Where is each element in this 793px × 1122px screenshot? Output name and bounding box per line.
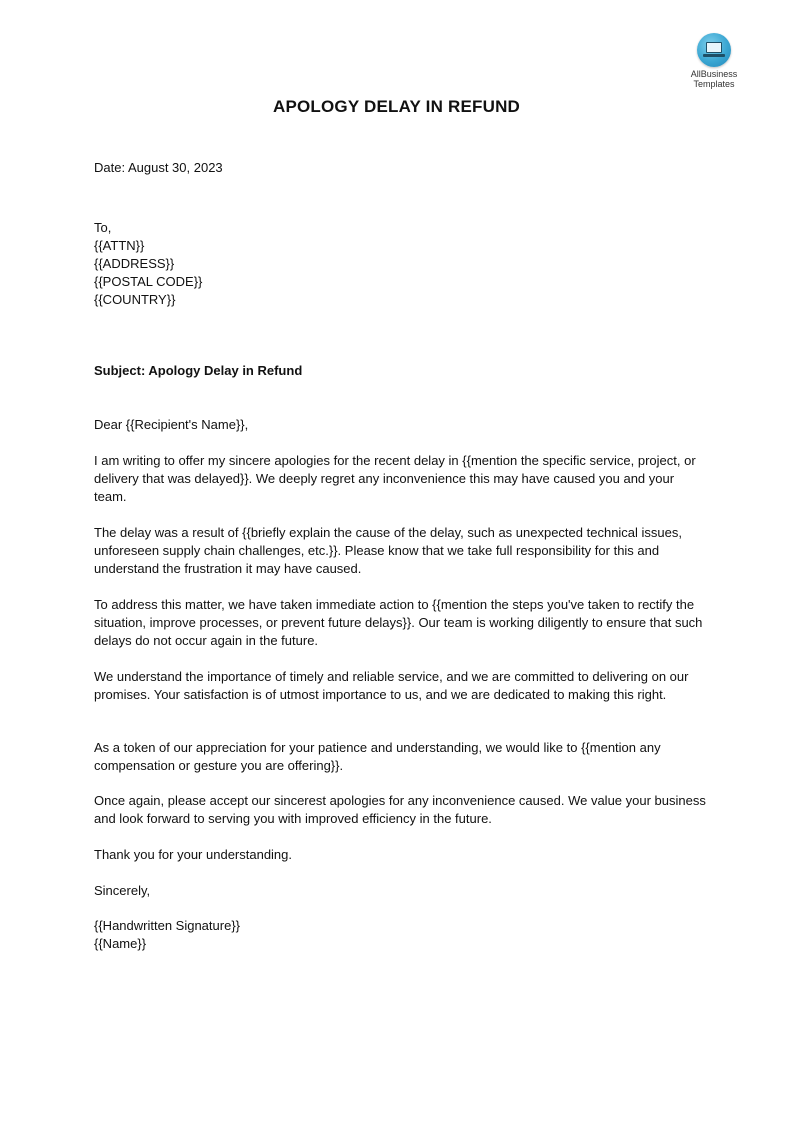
- document-title: APOLOGY DELAY IN REFUND: [272, 97, 521, 116]
- letter-subject: Subject: Apology Delay in Refund: [94, 363, 303, 378]
- logo-text-line1: AllBusiness: [690, 69, 738, 79]
- signature-block: [94, 917, 706, 953]
- signature-placeholder: {{Handwritten Signature}}: [94, 918, 240, 933]
- body-paragraph-4: We understand the importance of timely and reliable service, and we are committed to delivering on our promises. Your satisfaction is of utmost importance to us, and we are dedicated to making this right.: [94, 669, 689, 702]
- address-street: {{ADDRESS}}: [94, 256, 175, 271]
- body-paragraph-5: As a token of our appreciation for your patience and understanding, we would like to {{mention any compensation or gesture you are offering}}.: [94, 740, 661, 773]
- body-paragraph-2: The delay was a result of {{briefly explain the cause of the delay, such as unexpected technical issues, unforeseen supply chain challenges, etc.}}. Please know that we take full responsibility for this and understand the frustration it may have caused.: [94, 525, 682, 576]
- allbusiness-templates-logo: [682, 33, 746, 89]
- letter-thanks: Thank you for your understanding.: [94, 847, 293, 862]
- letter-salutation: Dear {{Recipient's Name}},: [94, 417, 249, 432]
- address-attn: {{ATTN}}: [94, 238, 145, 253]
- address-to: To,: [94, 220, 112, 235]
- recipient-address: [94, 219, 706, 309]
- address-postal-code: {{POSTAL CODE}}: [94, 274, 203, 289]
- body-paragraph-6: Once again, please accept our sincerest apologies for any inconvenience caused. We value your business and look forward to serving you with improved efficiency in the future.: [94, 793, 706, 826]
- laptop-icon: [697, 33, 731, 67]
- body-paragraph-3: To address this matter, we have taken immediate action to {{mention the steps you've taken to rectify the situation, improve processes, or prevent future delays}}. Our team is working diligently to ensure that such delays do not occur again in the future.: [94, 597, 703, 648]
- address-country: {{COUNTRY}}: [94, 292, 176, 307]
- letter-closing: Sincerely,: [94, 883, 151, 898]
- letter-date: Date: August 30, 2023: [94, 160, 223, 175]
- body-paragraph-1: I am writing to offer my sincere apologies for the recent delay in {{mention the specific service, project, or delivery that was delayed}}. We deeply regret any inconvenience this may have caused you and your team.: [94, 453, 696, 504]
- sender-name: {{Name}}: [94, 936, 147, 951]
- logo-text-line2: Templates: [693, 79, 735, 89]
